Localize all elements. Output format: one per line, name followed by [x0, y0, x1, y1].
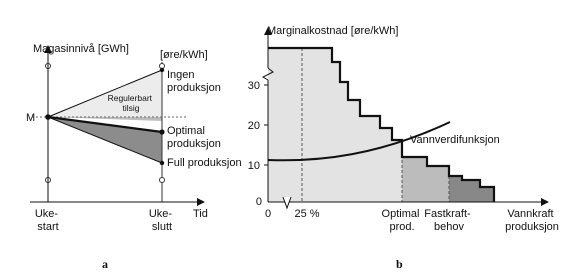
marker-circle — [160, 64, 165, 69]
end-point — [160, 161, 164, 165]
regulerbart-label: Regulerbart tilsig — [107, 93, 153, 113]
pct-label: 25 % — [294, 208, 320, 220]
uke-slutt-label: Uke- slutt — [148, 208, 173, 233]
y-tick-label: 10 — [247, 160, 260, 172]
panel-a — [26, 43, 242, 271]
y-tick-label: 30 — [247, 80, 260, 92]
y-axis-zero: 0 — [255, 196, 262, 208]
origin-label: 0 — [264, 208, 272, 220]
marker-circle — [160, 178, 165, 183]
y-tick-label: 20 — [247, 120, 260, 132]
x-axis-label: Vannkraft produksjon — [505, 208, 559, 233]
y-axis-label: Magasinnivå [GWh] — [33, 43, 129, 55]
panel-b — [248, 25, 559, 271]
full-label: Full produksjon — [167, 157, 242, 169]
fastkraft-fill-region — [402, 157, 449, 202]
unit-label: [øre/kWh] — [160, 49, 208, 61]
optimal-label: Optimal produksjon — [167, 125, 221, 150]
x-axis-label: Tid — [193, 208, 208, 220]
fastkraft-label: Fastkraft- behov — [424, 208, 471, 233]
start-point — [45, 114, 51, 120]
m-label: M — [26, 112, 36, 124]
end-point — [159, 129, 164, 134]
y-axis-label: Marginalkostnad [øre/kWh] — [267, 25, 399, 37]
ingen-label: Ingen produksjon — [167, 69, 221, 94]
hydro-fill-region — [268, 48, 402, 202]
panel-letter-a: a — [102, 257, 108, 271]
optimal-prod-label: Optimal prod. — [381, 208, 420, 233]
curve-label: Vannverdifunksjon — [410, 134, 500, 146]
panel-letter-b: b — [396, 257, 403, 271]
uke-start-label: Uke- start — [34, 208, 59, 233]
end-point — [160, 68, 164, 72]
